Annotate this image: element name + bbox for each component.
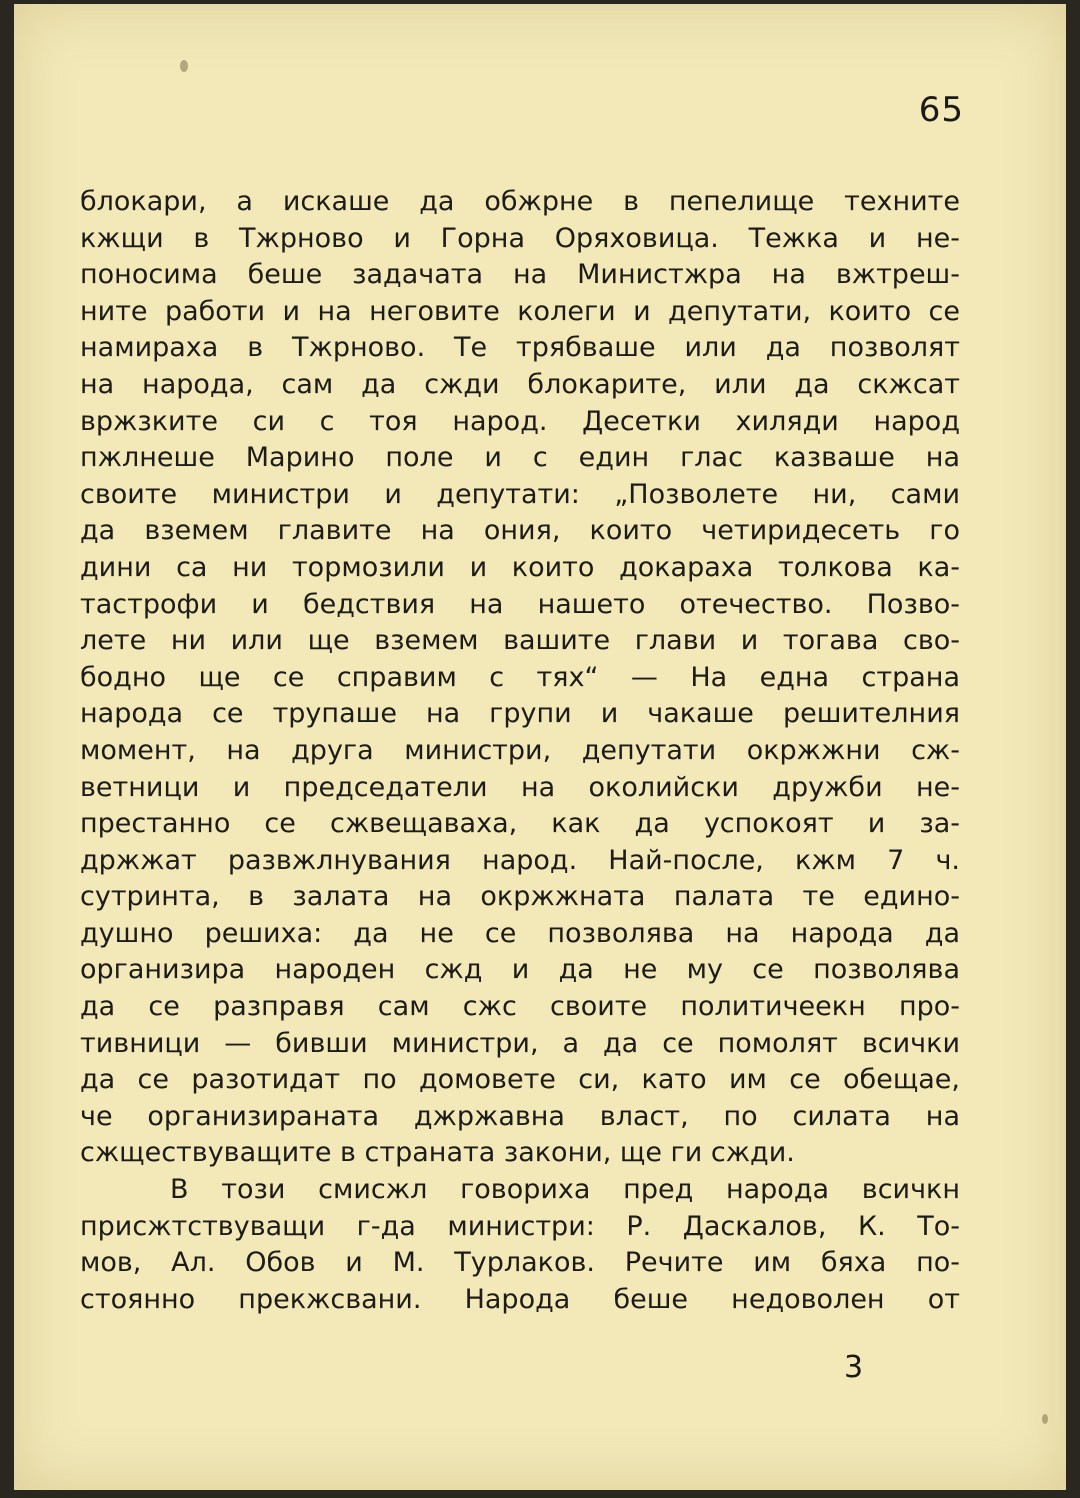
- text-line: намираха в Тжрново. Те трябваше или да позволят: [80, 332, 960, 364]
- paragraph-1: [80, 184, 960, 1172]
- text-line: ните работи и на неговите колеги и депутати, които се: [80, 295, 960, 327]
- text-line: момент, на друга министри, депутати окржжни сж-: [80, 734, 960, 766]
- text-line: да вземем главите на ония, които четиридесеть го: [80, 515, 960, 547]
- paragraph-2: [80, 1172, 960, 1318]
- text-line: лете ни или ще вземем вашите глави и тогава сво-: [80, 625, 960, 657]
- paper-speck: [180, 60, 188, 72]
- text-line: дини са ни тормозили и които докараха толкова ка-: [80, 551, 960, 583]
- body-text: [80, 184, 960, 1318]
- text-line: блокари, а искаше да обжрне в пепелище техните: [80, 186, 960, 217]
- text-line: поносима беше задачата на Министжра на вжтреш-: [80, 259, 960, 291]
- text-line: душно решиха: да не се позволява на народа да: [80, 917, 960, 949]
- text-line: присжтствуващи г-да министри: Р. Даскалов, К. То-: [80, 1210, 960, 1242]
- signature-mark: 3: [844, 1350, 864, 1385]
- text-line: В този смисжл говориха пред народа всичкн: [170, 1174, 960, 1206]
- text-line: ветници и председатели на околийски дружби не-: [80, 771, 960, 803]
- text-line: држжат развжлнувания народ. Най-после, кжм 7 ч.: [80, 844, 960, 876]
- text-line: тивници — бивши министри, а да се помолят всички: [80, 1027, 960, 1059]
- text-line: мов, Ал. Обов и М. Турлаков. Речите им бяха по-: [80, 1247, 960, 1279]
- text-line: тастрофи и бедствия на нашето отечество. Позво-: [80, 588, 960, 620]
- book-page: [14, 4, 1066, 1490]
- text-line: че организираната джржавна власт, по силата на: [80, 1100, 960, 1132]
- text-line: престанно се сжвещаваха, как да успокоят и за-: [80, 808, 960, 840]
- text-line: организира народен сжд и да не му се позволява: [80, 954, 960, 986]
- text-line: сжществуващите в страната закони, ще ги сжди.: [80, 1137, 795, 1169]
- text-line: народа се трупаше на групи и чакаше решителния: [80, 698, 960, 730]
- paper-speck: [1042, 1414, 1048, 1424]
- text-line: да се разправя сам сжс своите политичеекн про-: [80, 991, 960, 1023]
- text-line: бодно ще се справим с тях“ — На една страна: [80, 661, 960, 693]
- text-line: своите министри и депутати: „Позволете ни, сами: [80, 478, 960, 510]
- text-line: пжлнеше Марино поле и с един глас казваше на: [80, 442, 960, 474]
- text-line: сутринта, в залата на окржжната палата те едино-: [80, 881, 960, 913]
- text-line: стоянно прекжсвани. Народа беше недоволен от: [80, 1283, 960, 1315]
- text-line: на народа, сам да сжди блокарите, или да скжсат: [80, 368, 960, 400]
- page-number: 65: [918, 90, 964, 130]
- text-line: кжщи в Тжрново и Горна Оряховица. Тежка и не-: [80, 222, 960, 254]
- text-line: вржзките си с тоя народ. Десетки хиляди народ: [80, 405, 960, 437]
- text-line: да се разотидат по домовете си, като им се обещае,: [80, 1064, 960, 1096]
